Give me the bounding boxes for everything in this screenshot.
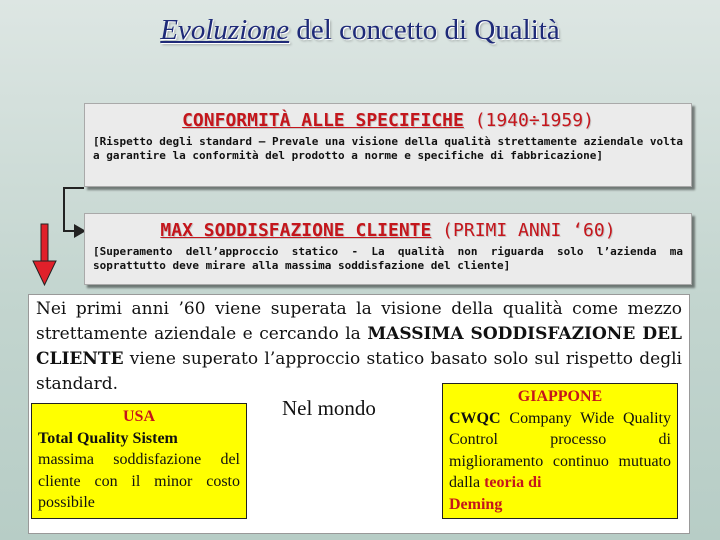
card-conformita (84, 103, 692, 187)
card-soddisfazione-heading (85, 220, 691, 241)
card-soddisfazione (84, 213, 692, 285)
card-conformita-heading (85, 110, 691, 131)
title-rest: del concetto di Qualità (289, 14, 560, 46)
giappone-heading: GIAPPONE (517, 388, 603, 405)
main-paragraph (36, 297, 682, 397)
title-italic-word: Evoluzione (160, 14, 290, 46)
giappone-box (442, 383, 678, 519)
card-conformita-body: [Rispetto degli standard – Prevale una visione della qualità strettamente aziendale volta a garantire la conformità del prodotto a norme e specifiche di fabbricazione] (93, 135, 683, 162)
giappone-body-text: Company Wide Quality Control processo di miglioramento continuo mutuato dalla (449, 409, 671, 491)
main-text-bold: MASSIMA SODDISFAZIONE DEL CLIENTE (36, 324, 682, 369)
usa-body: massima soddisfazione del cliente con il minor costo possibile (38, 451, 240, 511)
card-conformita-title: CONFORMITÀ ALLE SPECIFICHE (182, 110, 464, 131)
giappone-red-text: teoria di (484, 474, 542, 491)
giappone-body (449, 408, 671, 516)
giappone-name: Deming (449, 495, 503, 513)
card-conformita-period: (1940÷1959) (463, 110, 594, 131)
card-soddisfazione-title: MAX SODDISFAZIONE CLIENTE (160, 220, 432, 241)
red-down-arrow (33, 224, 56, 285)
main-text-b: viene superato l’approccio statico basato solo sul rispetto degli standard. (36, 349, 682, 394)
card-soddisfazione-body: [Superamento dell’approccio statico - La qualità non riguarda solo l’azienda ma soprattutto deve mirare alla massima soddisfazione del cliente] (93, 245, 683, 272)
usa-line-bold: Total Quality Sistem (38, 429, 178, 447)
card-soddisfazione-period: (PRIMI ANNI ‘60) (431, 220, 616, 241)
giappone-abbr: CWQC (449, 409, 501, 427)
nel-mondo-label: Nel mondo (282, 396, 376, 420)
usa-heading: USA (122, 408, 155, 425)
usa-box (31, 403, 247, 519)
main-text-a: Nei primi anni ’60 viene superata la visione della qualità come mezzo strettamente aziendale e cercando la (36, 299, 682, 344)
